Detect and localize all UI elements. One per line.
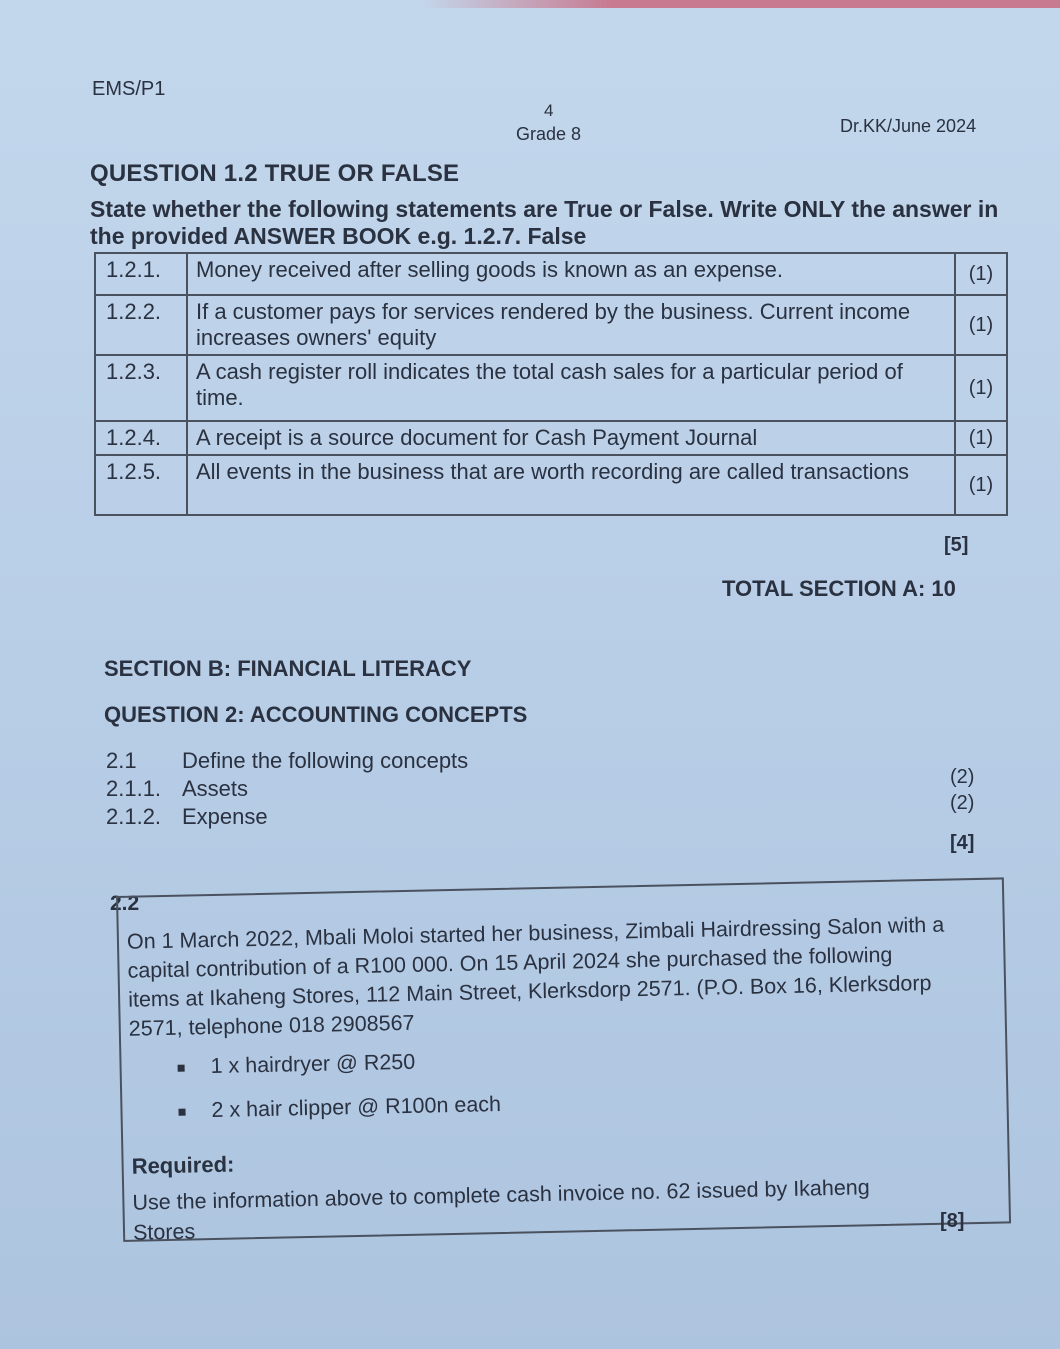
table-row — [95, 253, 1007, 295]
list-item — [178, 1092, 501, 1124]
question-text: Define the following concepts — [182, 748, 469, 773]
total-section-a: TOTAL SECTION A: 10 — [722, 576, 956, 601]
question-2-2-box — [116, 877, 1011, 1245]
question-1-2-total: [5] — [944, 534, 969, 556]
question-number: 2.1.2. — [106, 804, 162, 829]
row-number: 1.2.5. — [95, 455, 187, 515]
question-2-1 — [106, 748, 468, 774]
question-text: Assets — [182, 776, 249, 801]
row-statement: If a customer pays for services rendered by the business. Current income increases owners' equity — [187, 295, 955, 355]
table-row — [95, 295, 1007, 355]
list-item — [177, 1050, 415, 1080]
row-statement: Money received after selling goods is known as an expense. — [187, 253, 955, 295]
row-statement: A cash register roll indicates the total cash sales for a particular period of time. — [187, 355, 955, 421]
scenario-paragraph: On 1 March 2022, Mbali Moloi started her business, Zimbali Hairdressing Salon with a capital contribution of a R100 000. On 15 April 2024 she purchased the following items at Ikaheng Stores, 112 Main Street, Klerksdorp 2571. (P.O. Box 16, Klerksdorp 2571, telephone 018 2908567 — [126, 912, 945, 1041]
row-mark: (1) — [955, 421, 1007, 455]
mark-2-1-1: (2) — [950, 766, 975, 788]
list-item-text: 2 x hair clipper @ R100n each — [211, 1091, 502, 1123]
question-text: Expense — [182, 804, 268, 829]
row-number: 1.2.3. — [95, 355, 187, 421]
author-date: Dr.KK/June 2024 — [840, 116, 977, 136]
row-statement: A receipt is a source document for Cash Payment Journal — [187, 421, 955, 455]
question-1-2-title: QUESTION 1.2 TRUE OR FALSE — [90, 160, 460, 187]
question-2-1-1 — [106, 776, 248, 802]
grade-label: Grade 8 — [516, 124, 582, 144]
question-1-2-instruction: State whether the following statements are True or False. Write ONLY the answer in the provided ANSWER BOOK e.g. 1.2.7. False — [90, 196, 999, 249]
page-number: 4 — [544, 101, 554, 120]
row-mark: (1) — [955, 295, 1007, 355]
row-number: 1.2.4. — [95, 421, 187, 455]
row-mark: (1) — [955, 253, 1007, 295]
section-b-title: SECTION B: FINANCIAL LITERACY — [104, 656, 472, 681]
table-row — [95, 421, 1007, 455]
question-2-1-total: [4] — [950, 832, 975, 854]
question-2-1-2 — [106, 804, 268, 830]
table-row — [95, 355, 1007, 421]
mark-2-1-2: (2) — [950, 792, 975, 814]
question-2-title: QUESTION 2: ACCOUNTING CONCEPTS — [104, 702, 528, 727]
required-label: Required: — [131, 1151, 235, 1179]
true-false-table — [94, 252, 1008, 516]
row-statement: All events in the business that are worth recording are called transactions — [187, 455, 955, 515]
row-mark: (1) — [955, 355, 1007, 421]
bullet-icon — [178, 1064, 185, 1071]
row-mark: (1) — [955, 455, 1007, 515]
list-item-text: 1 x hairdryer @ R250 — [210, 1049, 416, 1079]
question-number: 2.1.1. — [106, 776, 162, 801]
row-number: 1.2.2. — [95, 295, 187, 355]
bullet-icon — [178, 1108, 185, 1115]
question-number: 2.1 — [106, 748, 137, 773]
page-edge-shadow — [420, 0, 1060, 8]
question-2-2-mark: [8] — [940, 1210, 965, 1232]
paper-code: EMS/P1 — [92, 78, 166, 100]
question-2-2-number: 2.2 — [110, 892, 140, 915]
row-number: 1.2.1. — [95, 253, 187, 295]
table-row — [95, 455, 1007, 515]
required-text: Use the information above to complete cash invoice no. 62 issued by Ikaheng Stores — [132, 1175, 870, 1245]
